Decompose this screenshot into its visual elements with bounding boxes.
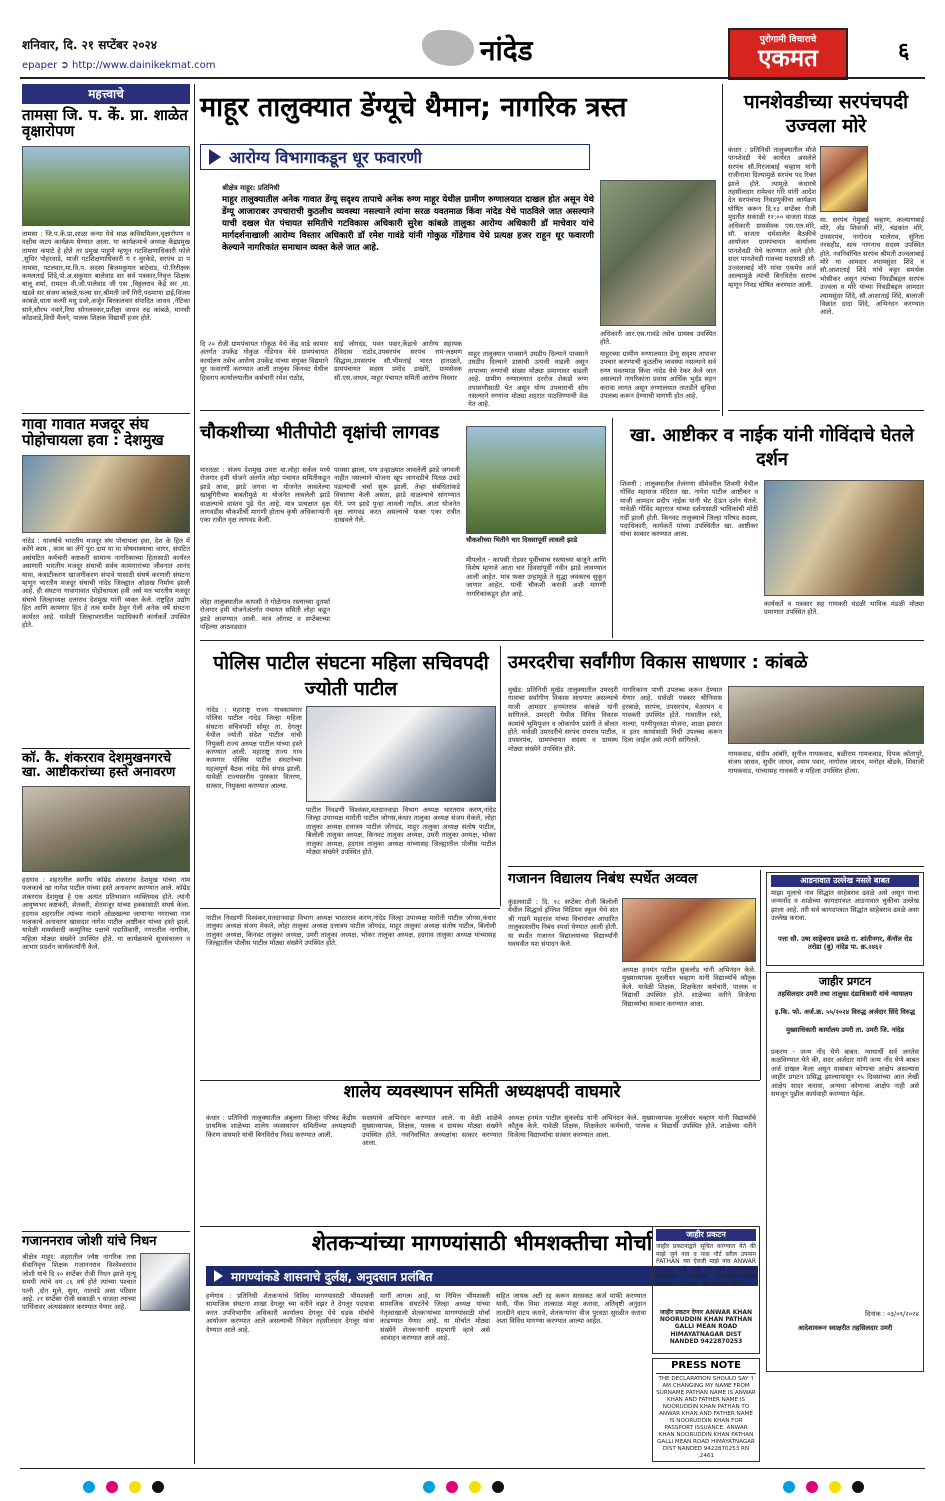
page-number: ६ xyxy=(898,39,910,64)
cyan-dot-icon xyxy=(783,1481,795,1493)
black-dot-icon xyxy=(492,1481,504,1493)
police-column: पाटील निवडणी विश्वंकर,मतदानवाड़ा विभाग अध्यक्ष भारतराव करण,नांदेड जिल्हा उपाध्यक्ष मारोती पाटील जोगस,कंधार तालुका अध्यक्ष संजय मेकले, लोहा तालुका अध्यक्ष दत्तात्रय पाटील जोगदंड, माहूर तालुका अध्यक्ष संतोष पाटील, बिलोली तालुका अध्यक्ष, किनवट तालुका अध्यक्ष, उमरी तालुका अध्यक्ष, भोकर तालुका अध्यक्ष, हदगाव तालुका अध्यक्ष यांच्यासह जिल्ह्यातील पोलीस पाटील मोठ्या संख्येने उपस्थित होते. xyxy=(306,806,496,857)
smc-column: कंधार : प्रतिनिधी तालुक्यातील अंबुलगा जिल्हा परिषद केंद्रीय प्राथमिक शाळेच्या शालेय व्यवस्थापन समितीच्या अध्यक्षपदी किरण वाघमारे यांची बिनविरोध निवड करण्यात आली. xyxy=(206,1114,356,1139)
divider xyxy=(22,413,190,414)
section-rule xyxy=(200,410,720,411)
obituary-title: गजाननराव जोशी यांचे निधन xyxy=(22,1234,157,1249)
ashtikar-body: शिवणी : तालुक्यातील तेलंगणा सीमेवरील शिवणी येथील गोविंद महाराज मंदिरात खा. नागेश पाटील आष्टीकर व माजी आमदार प्रदीप नाईक यांनी भेट देऊन दर्शन घेतले. यावेळी गोविंद महाराज यांच्या दर्शनासाठी भाविकांची मोठी गर्दी झाली होती. किनवट तालुक्याचे जिल्हा परिषद सदस्य, पदाधिकारी, कार्यकर्ते यांच्या उपस्थितीत खा. आष्टीकर यांचा सत्कार करण्यात आला. xyxy=(620,480,758,539)
press-note xyxy=(652,1358,760,1462)
lead-column: माहूरच्या ग्रामीण रुग्णालयात डेंग्यू सदृश्य तापावर उपचार करण्याची कुठलीच व्यवस्था नसल्याने सर्व रुग्ण यवतमाळ किंवा नांदेड येथे रेफर केले जात असल्याने नागरिकांना प्रवास आर्थिक भुर्दंड सहन करावा लागत असून रुग्णालयात तातडीने सुविधा उपलब्ध करून देण्याची मागणी होत आहे. xyxy=(600,350,716,401)
police-headline: पोलिस पाटील संघटना महिला सचिवपदी ज्योती पाटील xyxy=(213,652,489,700)
column-rule xyxy=(500,646,501,906)
lead-dateline: श्रीक्षेत्र माहूर: प्रतिनिधी xyxy=(222,184,280,192)
gajanan-column: कुंडलवाडी : दि. १८ सप्टेंबर रोजी बिलोली येथील सिद्धार्थ इंग्लिश मिडियम स्कूल येथे संत श्री गाडगे महाराज यांच्या विचारांवर आधारित तालुकास्तरीय निबंध स्पर्धा घेण्यात आली होती. या स्पर्धेत गजानन विद्यालयाच्या विद्यार्थ्यांनी घवघवीत यश संपादन केले. xyxy=(508,898,618,949)
gajanan-headline: गजानन विद्यालय निबंध स्पर्धेत अव्वल xyxy=(508,871,698,887)
divider xyxy=(22,1231,190,1232)
section-rule xyxy=(200,1080,760,1081)
march-column: मार्गी लागला आहे, या निमित्त भीमशक्ती सामाजिक संघटनेचे जिल्हा अध्यक्ष यांच्या नेतृत्वाखाली शेतकऱ्यांच्या मागण्यांसाठी मोर्चा काढण्यात येणार आहे. या मोर्चात मोठ्या संख्येने शेतकऱ्यांनी सहभागी व्हावे असे आवाहन करण्यात आले आहे. xyxy=(380,1292,490,1343)
masthead-rule xyxy=(20,77,925,79)
column-rule xyxy=(760,870,761,1080)
lead-column: दि २० रोजी ग्रामपंचायत गोकुळ येथे केंद्र वाढे कामार अंतर्गत उपकेंद्र गोकुळ गोंडेगाव येथे ग्रामपंचायत कार्यालय तसेच आरोग्य उपकेंद्र यांच्या संयुक्त विद्यमाने धूर फवारणी करण्यात आली तालुका किनवट येथील हिवताप कार्यालयातील कर्मचारी रमेश राठोड, xyxy=(200,340,328,382)
notice-signature: आदेशावरून स्वाक्षरीत तहसिलदार उमरी xyxy=(797,1324,893,1332)
story-title: गावा गावात मजदूर संघ पोहोचायला हवा : देशमुख xyxy=(22,415,164,449)
march-headline: शेतकऱ्यांच्या मागण्यांसाठी भीमशक्तीचा मोर्चा xyxy=(311,1231,653,1255)
ashtikar-headline: खा. आष्टीकर व नाईक यांनी गोविंदाचे घेतले दर्शन xyxy=(630,425,914,470)
sarpanch-portrait xyxy=(820,146,868,212)
notice-date: दिनांक : ०३/०९/२०२४ xyxy=(865,1310,919,1318)
roadside-trees-photo xyxy=(466,426,606,534)
smc-column: अध्यक्ष हनमंत पाटील सुंकलोड यांनी अभिनंदन केले. मुख्याध्यापक मुरलीधर चव्हाण यांनी विद्यार्थ्यांचे कौतुक केले. यावेळी शिक्षक, शिक्षकेतर कर्मचारी, पालक व विद्यार्थी उपस्थित होते. शाळेच्या वतीने विजेत्या विद्यार्थ्यांचा सत्कार करण्यात आला. xyxy=(508,1114,756,1139)
case-number: इ.कि. फो. अर्ज.क्र. ५५/२०२४ विरुद्ध अर्जदार सिंदे विरुद्ध xyxy=(774,1008,916,1016)
umri-column: गायकवाड, संदीप आंबोरे, सुनील गायकवाड, बळीराम गायकवाड, दिपक कोतापुरे, संजय जाधव, सुधीर जाधव, श्याम पवार, नागोराव जाधव, मनोहर बोडके, शिवाजी गायकवाड, यांच्यासह गावकरी व महिला उपस्थित होत्या. xyxy=(728,750,924,775)
march-column: सहित जायक अटी रद्द करून सरसकट कर्ज माफी करण्यात यावी, पीक विमा तात्काळ मंजूर करावा, अतिवृष्टी अनुदान तातडीने वाटप करावे, शेतकऱ्यांना वीज पुरवठा सुरळीत करावा अशा विविध मागण्या करण्यात आल्या आहेत. xyxy=(496,1292,646,1326)
umri-headline: उमरदरीचा सर्वांगीण विकास साधणार : कांबळे xyxy=(508,652,808,673)
section-rule xyxy=(200,640,924,641)
lead-column: माहूर तालुक्यात पावसाने उघडीप दिल्याने पावसाने उघडीप दिल्याने डासांची उत्पत्ती वाढली असून तापाच्या रुग्णांची संख्या मोठ्या प्रमाणावर वाढली आहे. ग्रामीण रुग्णालयात दररोज शेकडो रुग्ण तपासणीसाठी येत असून योग्य उपचाराची सोय नसल्याने रुग्णांना मोठ्या शहरात पाठविण्याची वेळ येत आहे. xyxy=(468,350,588,409)
section-rule xyxy=(508,866,924,867)
story-title: तामसा जि. प. कें. प्रा. शाळेत वृक्षारोपण xyxy=(22,106,188,140)
section-title: नांदेड xyxy=(480,34,533,67)
divider xyxy=(22,748,190,749)
footer-rule xyxy=(20,1468,925,1469)
paper-logo xyxy=(728,28,848,80)
arrow-icon xyxy=(209,149,221,165)
masthead xyxy=(0,0,945,92)
story-title: कॉ. कै. शंकरराव देशमुखनगरचे खा. आष्टीकरांच्या हस्ते अनावरण xyxy=(22,751,176,780)
paper-tagline: पुरोगामी विचाराचे xyxy=(759,35,817,45)
color-registration-marks xyxy=(420,1476,507,1495)
story-body: नांदेड : यावर्षाचे भारतीय मजदूर संघ पोचायला हवा, देश के हित में करेंगे काम , काम का लेंगे पूरा दाम या या घोषवाक्याचा जागर, संघटित असंघटित कर्मचारी कष्टकरी सामान्य नागरिकाच्या हितासाठी कार्यरत असणारी भारतीय मजदूर संघाची सर्वच कामगारांच्या जीवनात आनंद यावा, कंत्राटीकरण खाजगीकरण संपावे यासाठी संघर्ष करणारी संघटना म्हणून भारतीय मजदूर संघाची नांदेड जिल्ह्यात ओळख निर्माण झाली आहे. ही संघटना गावागावात पोहोचायला हवी असे मत भारतीय मजदूर संघाचे जिल्हाध्यक्ष दत्ताराव देशमुख यांनी व्यक्त केले. राष्ट्रहित उद्योग हित आणि कामगार हित हे तत्व समोर ठेवून गेली अनेक वर्षे संघटना कार्यरत आहे. यावेळी जिल्हाभरातील पदाधिकारी कार्यकर्ते उपस्थित होते. xyxy=(22,537,190,630)
website-link[interactable]: epaper ➲ http://www.dainikekmat.com xyxy=(22,60,216,71)
subhead-text: मागण्यांकडे शासनाचे दुर्लक्ष, अनुदसान प्रलंबित xyxy=(231,1269,433,1284)
cyan-dot-icon xyxy=(83,1481,95,1493)
village-event-photo xyxy=(728,686,924,744)
notice-title: जाहीर प्रगटन xyxy=(818,975,872,988)
black-dot-icon xyxy=(852,1481,864,1493)
notice-title: आडनावात उल्लेख नसले बाबत xyxy=(771,875,919,887)
umri-column: नागरिकांना पाणी उपलब्ध करून देण्यात येणार आहे. यावेळी पत्रकार श्रीनिवास हरबाळे, सरपंच, उपसरपंच, चेअरमन व गावकरी उपस्थित होते. गावातील रस्ते, नाल्या, पाणीपुरवठा योजना, शाळा इमारत व इतर कामांसाठी निधी उपलब्ध करून दिला जाईल असे त्यांनी सांगितले. xyxy=(622,686,722,745)
district-map-icon xyxy=(422,30,474,66)
notice-body: प्रकरण - जन्म नोंद घेणे बाबत. न्यायार्थी सर्व जनतेस कळविण्यात येते की, सदर अर्जदार यांनी जन्म नोंद घेणे बाबत अर्ज दाखल केला असून याबाबत कोणाचा आक्षेप असल्यास जाहीर प्रगटन प्रसिद्ध झाल्यापासून १५ दिवसांच्या आत लेखी आक्षेप सादर करावा, अन्यथा कोणाचा आक्षेप नाही असे समजून पुढील कार्यवाही करण्यात येईल. xyxy=(771,1048,919,1099)
story-body: तामसा : जि.प.कें.प्रा.शाळा कन्या येथे माळ कविसमिलन,वृक्षारोपण व वक्षीस वाटप कार्यक्रम घेण्यात आला. या कार्यक्रमाचे अध्यक्ष केंद्रप्रमुख तामसा कपाटे हे होते तर प्रमुख पाहुणे म्हणून गटशिक्षणाधिकारी फोले ,सुधिर पोहरवाडे, माजी गटशिक्षणाधिकारी ग र मुरकेडे, सरपंच डा प तामसा, पटलवार,मा.वि.प. सदस्य बिजमकुमार बाटेवाड, पो.निरीक्षक कमलताई शिंदे,पो.अ.सकुमार बालेवाड सर सर्व पत्रकार,निवृत्त शिक्षक बालू शर्मा, रामदत्त वी.जी.पालेवाड जी एस ,विठ्ठलराव केंद्रे सर ,मा. खडवे सर संजय कांबळे,फल्स सर,श्रीमती जयें गिरी,पदमाणा डाई,विजय कांबळे,धाता कल्पी मधु डवरे,अर्जून बिरकलवार संपादित जाधव ,नेटिका साने,सौरभ नवारे,रिया सोनलवकर,प्रतीक्षा जाधव रुद्र कांबळे, मानसी कोठवाडे,विधी मैलने, पालक शिक्षक विद्यार्थी हजर होते. xyxy=(22,230,190,323)
paper-name: एकमत xyxy=(758,44,818,72)
smc-headline: शालेय व्यवस्थापन समिती अध्यक्षपदी वाघमारे xyxy=(343,1082,621,1102)
union-meeting-photo xyxy=(22,455,190,533)
lead-photo-caption: अधिकारी आर.एस.गावंडे तसेच ग्रामस्थ उपस्थित होते. xyxy=(600,330,716,347)
police-continuation: पाटील निवडणी विश्वंकर,मतदानवाड़ा विभाग अध्यक्ष भारतराव करण,नांदेड जिल्हा उपाध्यक्ष मारोती पाटील जोगस,कंधार तालुका अध्यक्ष संजय मेकले, लोहा तालुका अध्यक्ष दत्तात्रय पाटील जोगदंड, माहूर तालुका अध्यक्ष संतोष पाटील, बिलोली तालुका अध्यक्ष, किनवट तालुका अध्यक्ष, उमरी तालुका अध्यक्ष, भोकर तालुका अध्यक्ष, हदगाव तालुका अध्यक्ष यांच्यासह जिल्ह्यातील पोलीस पाटील मोठ्या संख्येने उपस्थित होते. xyxy=(206,914,496,948)
left-column xyxy=(22,84,190,1466)
smc-column: सदस्यांचे अभिनंदन करण्यात आले. या वेळी शाळेचे मुख्याध्यापक, शिक्षक, पालक व ग्रामस्थ मोठ्या संख्येने उपस्थित होते. नवनिर्वाचित अध्यक्षांचा सत्कार करण्यात आला. xyxy=(362,1114,502,1148)
police-column: नांदेड : महाराष्ट्र राज्य गावकामगार पोलिस पाटील नांदेड जिल्हा महिला संघटना सचिवपदी सोमूर ता. देगलूर येथील ज्योती संदेश पाटील यांची नियुक्ती राज्य अध्यक्ष पाटील यांच्या हस्ते करण्यात आली. महाराष्ट्र राज्य गाव कामगार पोलिस पाटील संघटनेच्या महत्वपूर्ण बैठक नांदेड येथे संपन्न झाली. यावेळी राज्यस्तरीय पुरस्कार वितरण, सत्कार, नियुक्त्या करण्यात आल्या. xyxy=(206,706,302,790)
temple-visit-photo xyxy=(764,480,924,596)
date-line: शनिवार, दि. २१ सप्टेंबर २०२४ xyxy=(22,38,158,52)
tree-column: पावसा झाला, पण उन्हाळ्यात लावलेली झाडे जगवली नाहीत नसल्याने योजना खूप लागवडीचे पितळ उघडे पडल्याची चर्चा सुरू झाली. तेव्हा संबंधितांकडे विचारणा केली असता, झाडे वाळल्याचे सांगण्यात येते. पण झाडे पुन्हा लावली नाहीत. आता योजनेत वृक्ष लागवड करत असल्याचे फक्त एका रात्रीत दाखवले गेले. xyxy=(334,466,460,525)
magenta-dot-icon xyxy=(106,1481,118,1493)
name-change-notice xyxy=(652,1226,760,1354)
tree-column: मारतळा : संजय देशमुख उमरा वा.लोहा सर्कल मध्ये रोजगार हमी योजने अंतर्गत लोहा पंचायत समितीकडून झाडे लावा, झाडे जगवा या योजनेत लावलेल्या खाबूगिरीच्या बाबतीमुळे या योजनेत लावलेली झाडे वाळल्याचे वास्तव पुढे येत आहे. मात्र प्रत्यक्षात वृक्ष लागवडीस चौकशीची मागणी होताच कृषी अधिकाऱ्यांनी एका रात्रीत वृक्ष लागवड केली. xyxy=(200,466,330,525)
magenta-dot-icon xyxy=(806,1481,818,1493)
cyan-dot-icon xyxy=(423,1481,435,1493)
gajanan-column: अध्यक्ष हनमंत पाटील सुंकलोड यांनी अभिनंदन केले. मुख्याध्यापक मुरलीधर चव्हाण यांनी विद्यार्थ्यांचे कौतुक केले. यावेळी शिक्षक, शिक्षकेतर कर्मचारी, पालक व विद्यार्थी उपस्थित होते. शाळेच्या वतीने विजेत्या विद्यार्थ्यांचा सत्कार करण्यात आला. xyxy=(622,966,756,1008)
notice-signature: पत्ता सौ. उषा साहेबराव ढवळे रा. शांतीनगर, कॅनॉल रोड तरोडा (बु) नांदेड पा. क्र.२४६२ xyxy=(777,935,913,952)
section-rule xyxy=(200,908,500,909)
story-body: हदगाव : शहरातील स्वर्गीय कॉम्रेड शंकरराव देशमुख यांच्या नाम फलकाचे खा नागेश पाटील यांच्या हस्ते अनावरण करण्यात आले. कॉम्रेड शंकरराव देशमुख हे एक अत्यंत प्रतिभावान व्यक्तिमत्व होते. त्यांनी आयुष्यभर कष्टकरी, शेतकरी, शेतमजूर यांच्या हक्कासाठी संघर्ष केला. हदगाव शहरातील त्यांच्या नावाने ओळखल्या जाणाऱ्या नगराच्या नाम फलकाचे अनावरण खासदार नागेश पाटील आष्टीकर यांच्या हस्ते झाले. यावेळी मार्क्सवादी कम्युनिस्ट पक्षाचे पदाधिकारी, नगरातील नागरिक, महिला मोठ्या संख्येने उपस्थित होते. या कार्यक्रमाचे सूत्रसंचालन व आभार प्रदर्शन कार्यकर्त्यांनी केले. xyxy=(22,876,190,952)
nameplate-unveiling-photo xyxy=(22,786,190,872)
lead-headline: माहूर तालुक्यात डेंग्यूचे थैमान; नागरिक त्रस्त xyxy=(200,92,627,123)
color-registration-marks xyxy=(780,1476,867,1495)
yellow-dot-icon xyxy=(469,1481,481,1493)
lead-intro: माहूर तालुक्यातील अनेक गावात डेंग्यू सदृश्य तापाचे अनेक रुग्ण माहूर येथील ग्रामीण रुग्णालयात दाखल होत असून येथे डेंग्यू आजाराबर उपचाराची कुठलीच व्यवस्था नसल्याने त्यांना सरळ यवतमाळ किंवा नांदेड येथे पाठविले जात असल्याने याची दखल घेत पंचायत समितीचे गटविकास अधिकारी सुरेश कांबळे तालुका आरोग्य अधिकारी डॉ माचेवार यांचे मार्गदर्शनाखाली आरोग्य विस्तार अधिकारी डॉ रमेश गावंडे यांनी गोकुळ गोंडेगाव येथे प्रत्यक्ष हजर राहून धूर फवारणी केल्याने नागरिकांत समाधान व्यक्त केले जात आहे. xyxy=(222,195,594,253)
subhead-text: आरोग्य विभागाकडून धूर फवारणी xyxy=(229,148,422,167)
lead-column: साई जोगदंड, पवन पवार,केंद्राचे आरोग्य सहायक देविदास राठोड,उपसरपंच सरपंच राम-लक्ष्मण सिद्धाम,उपसरपंच सौ.भीमताई भारत हाताळते, ग्रामपंचायत सदस्य प्रमोद डाखोरे, ग्रामसेवक सौ.एस.जाधव, माहूर पंचायत समिती आरोग्य विस्तार xyxy=(334,340,462,382)
tree-photo-caption: चौकशीच्या भितीने चार दिवसापूर्वी लावली झाडे xyxy=(466,536,578,544)
tree-headline: चौकशीच्या भीतीपोटी वृक्षांची लागवड xyxy=(200,422,440,443)
fogging-photo xyxy=(600,180,716,326)
notice-body: जाहीर प्रकटनाद्वारे सूचित करण्यात येते की माझे जुने नाव व पास पोर्ट वरील उपनाम PATHAN च्या ऐवजी माझे नाव ANWAR KHAN असे आहे तरी सर्व कागदपत्रावर ANWAR KHAN NOORUDDIN KHAN PATHAN असा उल्लेख करावा. xyxy=(656,1243,756,1288)
right-top-headline: पानशेवडीच्या सरपंचपदी उज्वला मोरे xyxy=(743,91,909,137)
column-rule xyxy=(612,418,613,638)
column-rule xyxy=(194,84,195,1464)
column-label: महत्त्वाचे xyxy=(22,84,190,104)
obituary-body: श्रीक्षेत्र माहूर: शहरातील ज्येष्ठ नागरिक तथा सेवानिवृत्त शिक्षक गजाननराव विश्वेश्वरराव जोशी यांचे दि २० सप्टेंबर रोजी निधन झाले मृत्यू समयी त्यांचे वय ८६ वर्ष होते त्यांच्या पश्चात पत्नी ,दोन मुले, सुना, नातवंडे असा परिवार आहे. २१ सप्टेंबर रोजी सकाळी ९ वाजता त्यांच्या पार्थिवावर अंत्यसंस्कार करण्यात येणार आहे. xyxy=(22,1253,136,1312)
umri-column: मुखेड: प्रतिनिधी मुखेड तालुक्यातील उमरदरी गावाचा सर्वांगीण विकास साधणार असल्याचे माजी आमदार हनमंतराव कांबळे यांनी सांगितले. उमरदरी येथील विविध विकास कामांचे भूमिपूजन व लोकार्पण प्रसंगी ते बोलत होते. यावेळी उमरदरीचे सरपंच रामराव पाटील, उपसरपंच, ग्रामपंचायत सदस्य व ग्रामस्थ मोठ्या संख्येने उपस्थित होते. xyxy=(508,686,618,753)
lead-subhead xyxy=(200,144,590,170)
yellow-dot-icon xyxy=(829,1481,841,1493)
press-note-body: THE DECLARATION SHOULD SAY 'I AM CHANGING MY NAME FROM SURNAME PATHAN NAME IS ANWAR KHAN AND FATHER NAME IS NOORUDDIN KHAN PATHAN TO ANWAR KHAN AND FATHER NAME IS NOORUDDIN KHAN FOR PASSPORT ISSUANCE. ANWAR KHAN NOORUDDIN KHAN PATHAN GALLI MEAN ROAD HIMAYATNAGAR DIST NANDED 9422870253 RN ,2461 xyxy=(656,1376,756,1459)
right-top-body: मा. सरपंच गेमुबाई चव्हाण, कल्याणबाई मोरे, ॲड शिवाजी मोरे, चंद्रकांत मोरे, उपसरपंच, नागोराव भालेराव, सुनिता नरसहीड, सत्य नागनाथ सदस्य उपस्थित होते. नवनिर्वाचित सरपंच श्रीमती उज्वलाबाई मोरे या आमदार श्यामसुंदर शिंदे व सौ.आशाताई शिंदे यांचे कट्टर समर्थक भोसीकर असून त्यांच्या निवडीबद्दल सरपंच उज्वला व मोरे यांच्या निवडीबद्दल आमदार श्यामसुंदर शिंदे, सौ.आशाताई शिंदे, बालाजी विक्रांत दादा शिंदे, अभिनंदन करण्यात आले. xyxy=(820,216,924,317)
tree-column: लोहा तालुक्यातील कापसी ते गोळेगाव रस्त्याच्या दुतर्फा रोजगार हमी योजनेअंतर्गत पंचायत समिती लोहा कडून झाडे लावण्यात आली. मात्र ऑगस्ट व सप्टेंबरच्या पहिल्या आठवड्यात xyxy=(200,598,330,632)
notice-signature: जाहीर प्रकटन देणार ANWAR KHAN NOORUDDIN KHAN PATHAN GALLI MEAN ROAD HIMAYATNAGAR DIST NANDED 9422870253 xyxy=(659,1309,753,1345)
right-top-body: कंधार : प्रतिनिधी तालुक्यातील मौजे पानशेवडी येथे कार्यरत असलेले सरपंच सौ.गिरजाबाई चव्हाण यांनी राजीनामा दिल्यामुळे सरपंच पद रिक्त झाले होते. त्यामुळे कंधारचे तहसीलदार रामेश्वर गोरे यांनी आदेश देत सरपंचपद निवडणुकीचा कार्यक्रम घोषित करून दि.१३ सप्टेंबर रोजी मुदतीत सकाळी ११:०० वाजता मंडळ अधिकारी ग्रामसेवक एस.एल.मोरे, सौ. वाजता धर्मशालेत बैठकीचे आयोजन ग्रामपंचायत कार्यालय पानशेवडी येथे करण्यात आले होते. सदर पानशेवडी गावच्या पदासाठी सौ. उज्वलाबाई मोरे यांचा एकमेव अर्ज आल्यामुळे त्यांची बिनविरोध सरपंच म्हणून निवड घोषित करण्यात आली. xyxy=(728,146,816,289)
black-dot-icon xyxy=(152,1481,164,1493)
police-patil-photo xyxy=(306,706,496,802)
name-notice xyxy=(766,872,924,966)
notice-body: माझा मुलाचे नाव सिद्धांत साहेबराव ढवळे असे असून याचा जन्मनोंद व शाळेच्या कागदपत्रात आडनावात चुकीचा उल्लेख झाला आहे. तरी सर्व कागदपत्रात सिद्धांत साहेबराव ढवळे असा उल्लेख करावा. xyxy=(771,889,919,923)
tree-planting-photo xyxy=(22,146,190,226)
notice-subtitle: तहसिलदार उमरी तथा तालुका दंडाधिकारी यांचे न्यायालय xyxy=(777,990,913,998)
tree-column: मीपलोत - कापसी रोडवर पूर्वीच्याच रस्त्याच्या बाजूने आणि विशेष म्हणजे आता चार दिवसांपूर्वी नवीन झाडे लावण्यात आली आहेत. मात्र फक्त उन्हामुळे ते सुद्धा लवकरच सुकून जाणार आहेत. याची चौकशी करावी अशी मागणी नागरिकांकडून होत आहे. xyxy=(466,556,606,598)
birth-record-notice xyxy=(766,972,924,1372)
press-note-title: PRESS NOTE xyxy=(656,1361,756,1374)
award-photo xyxy=(622,898,756,962)
column-rule xyxy=(722,84,723,416)
notice-title: जाहीर प्रकटन xyxy=(656,1229,756,1241)
march-column: हणेगाव : प्रतिनिधी शेतकऱ्यांचे विविध मागण्यासाठी भीमशक्ती सामाजिक संघटना शाखा देगलूर च्या वतीने वझर ते देगलूर पदयात्रा करत उपविभागीय अधिकारी कार्यालय देगलूर येथे धडक मोर्चाचे आयोजन करण्यात आले असल्याची निवेदन तहसीलदार देगलूर यांना देण्यात आले आहे. xyxy=(206,1292,374,1334)
notice-office: मुख्याधिकारी कार्यालय उमरी ता. उमरी जि. नांदेड xyxy=(785,1026,905,1034)
section-rule xyxy=(728,410,924,411)
yellow-dot-icon xyxy=(129,1481,141,1493)
ashtikar-caption: कार्यकर्ते व पत्रकार सह गायकरी मंडळी भाविक मंडळी मोठ्या प्रमाणात उपस्थित होते. xyxy=(764,600,924,617)
magenta-dot-icon xyxy=(446,1481,458,1493)
arrow-icon xyxy=(214,1270,223,1282)
color-registration-marks xyxy=(80,1476,167,1495)
